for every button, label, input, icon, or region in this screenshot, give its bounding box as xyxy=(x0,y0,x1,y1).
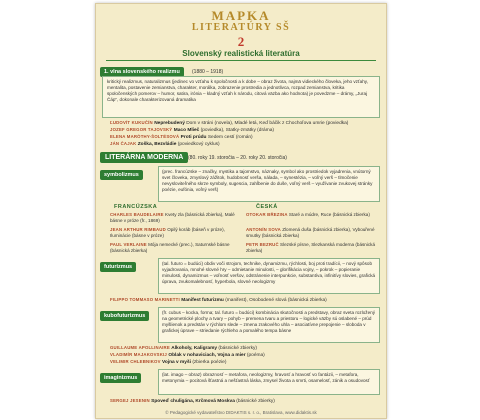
first-wave-label: 1. vlna slovenského realizmu xyxy=(100,67,184,77)
work-title: Oblak v nohaviciach, Vojna a mier xyxy=(168,353,246,358)
first-wave-box xyxy=(102,76,380,118)
map-number: 2 xyxy=(237,34,245,49)
first-wave-line-1 xyxy=(110,120,378,127)
work-title: Spoveď chuligána, Krčmová Moskva xyxy=(151,399,235,404)
work-detail: Mója nemecké (prec.), Saturnské básne (básnická zbierka) xyxy=(110,242,230,254)
work-title: Manifest futurizmu xyxy=(181,298,224,303)
work-title: Maco Mlieč xyxy=(173,128,200,133)
futurizmus-box xyxy=(158,258,380,294)
author-name: JÁN ČAJAK xyxy=(110,141,137,146)
first-wave-line-4 xyxy=(110,141,378,148)
french-entry-2 xyxy=(110,227,240,240)
work-detail: Sedem cestí (román) xyxy=(207,135,253,140)
czech-entry-3 xyxy=(246,242,378,255)
kubo-line-1 xyxy=(110,345,378,352)
work-detail: (poéma) xyxy=(246,353,265,358)
author-name: ANTONÍN SOVA xyxy=(246,227,281,232)
kubofuturizmus-body: (fr. cubus – kocka, forma; tal. futuro = budúci) kombinácia skutočnosti a predstavy, obraz sveta rozložený na geometrické plochy a tvary – pohyb – premena tvaru a priestoru – logické väzby sú oslabené – prúd myšlienok a predstáv v rýchlom slede – zmena zrakového uhla – asociatívne prepojenie – sloboda v grafickej úprave – striedanie rýchleho a pomalého tempa básne xyxy=(162,310,375,334)
first-wave-period: (1880 – 1918) xyxy=(192,69,224,75)
esenin-line xyxy=(110,398,378,405)
moderna-period: (80. roky 19. storočia – 20. roky 20. storočia) xyxy=(188,155,287,161)
work-detail: Opilý koráb (báseň v próze), Iluminácie (básne v próze) xyxy=(110,227,225,239)
work-title: Vojna v myši xyxy=(161,360,191,365)
french-column-header: FRANCÚZSKA xyxy=(114,204,158,210)
author-name: VELIMIR CHLEBNIKOV xyxy=(110,359,161,364)
first-wave-line-3 xyxy=(110,134,378,141)
author-name: OTOKAR BŘEZINA xyxy=(246,212,288,217)
symbolizmus-box xyxy=(158,166,380,202)
work-title: Zoška, Bezvládie xyxy=(137,142,177,147)
kubo-line-2 xyxy=(110,352,378,359)
footer-copyright: © Pedagogické vydavateľstvo DIDAKTIS s. r. o., Bratislava, www.didaktis.sk xyxy=(165,410,317,415)
author-name: ĽUDOVÍT KUKUČÍN xyxy=(110,120,153,125)
author-name: GUILLAUME APOLLINAIRE xyxy=(110,345,170,350)
author-name: PAUL VERLAINE xyxy=(110,242,147,247)
imaginizmus-box xyxy=(158,369,380,395)
section-title: Slovenský realistická literatúra xyxy=(106,49,376,61)
work-title: Proti prúdu xyxy=(180,135,207,140)
author-name: CHARLES BAUDELAIRE xyxy=(110,212,164,217)
map-subtitle: LITERATÚRY SŠ xyxy=(191,22,291,33)
czech-entry-2 xyxy=(246,227,378,240)
work-detail: (poviedkový cyklus) xyxy=(177,142,220,147)
work-detail: (básnické zbierky) xyxy=(236,399,275,404)
kubo-line-3 xyxy=(110,359,378,366)
work-detail: (poviedka), Statky-zmätky (dráma) xyxy=(200,128,274,133)
futurizmus-body: (tal. futuro = budúci) obdiv voči strojom, technike, dynamizmu, rýchlosti, boj proti tradícii, – nový spôsob vyjadrovania, mnohé slovné hry – odmietanie minulosti, – glorifikácia vojny, – pokrok – popieranie minulosti, dynamizmus – voľnosť veršov, odstránenie interpunkcie, substantíva, infinitívy slovies, grafická úprava, zvukomalebnosť, hyperbola, slovné neologizmy xyxy=(162,261,376,285)
work-detail: Dom v stráni (novela), Mladé letá, Keď báčik z Chochoľova umrie (poviedka) xyxy=(186,121,349,126)
czech-entry-1 xyxy=(246,212,378,225)
kubofuturizmus-label: kubofuturizmus xyxy=(100,311,149,321)
futurizmus-label: futurizmus xyxy=(100,262,136,272)
work-detail: (básnické zbierky) xyxy=(218,346,258,351)
author-name: PETR BEZRUČ xyxy=(246,242,279,247)
work-title: Neprebudený xyxy=(154,121,185,126)
author-name: SERGEJ JESENIN xyxy=(110,398,150,403)
first-wave-body: kritický realizmus, naturalizmus (jedinec vo vzťahu k spoločnosti a k dobe – obraz života, najmä vidieckého človeka, jeho vzťahy, mentalita, postavenie zemianstva, charakter, morálka, zobrazenie prostredia a jednotlivca, rozpad zemianstva, kritika spoločenských pomerov – humor, satira, irónia – kladný vzťah k národu, citová väzba ako hodnota) je povedzme – drámy, „Juraj Čáp“, dokonale charakterizovaná dramatika xyxy=(107,79,368,103)
work-detail: Slezské písne, Slezkanská moderna (básnická zbierka) xyxy=(246,242,376,254)
french-entry-3 xyxy=(110,242,240,255)
work-detail: (manifest), Osobodené slová (básnická zbierka) xyxy=(225,298,327,303)
french-entry-1 xyxy=(110,212,240,225)
kubofuturizmus-box xyxy=(158,307,380,343)
author-name: ELENA MARÓTHY-ŠOLTÉSOVÁ xyxy=(110,134,180,139)
author-name: JOZEF GREGOR TAJOVSKÝ xyxy=(110,127,173,132)
symbolizmus-label: symbolizmus xyxy=(100,170,143,180)
work-detail: Kvety zla (básnická zbierka), Malé básne v próze (fr., 1869) xyxy=(110,212,235,224)
author-name: FILIPPO TOMMASO MARINETTI xyxy=(110,297,180,302)
symbolizmus-body: (prec. francúzske – značky, mystika a tajomstvo, náznaky, symbol ako prostriedok vyjadrenia, vnútorný svet človeka, zmyslový zážitok, hudobnosť verša, nálada, – synestézia, – voľný verš – tlmočenie nevysloviteľného skrze symboly, sugescia, zahĺbenie do duše, voľný verš – využívanie zvukovej stránky poézie, eufónia, voľný verš) xyxy=(162,169,373,193)
author-name: VLADIMÍR MAJAKOVSKIJ xyxy=(110,352,167,357)
work-title: Alkoholy, Kaligramy xyxy=(171,346,218,351)
moderna-label: LITERÁRNA MODERNA xyxy=(100,152,188,163)
work-detail: Zlomená duša (básnická zbierka), Vybouřené smutky (básnická zbierka) xyxy=(246,227,375,239)
author-name: JEAN ARTHUR RIMBAUD xyxy=(110,227,166,232)
first-wave-line-2 xyxy=(110,127,378,134)
work-detail: (zbierka poézie) xyxy=(192,360,227,365)
map-title: MAPKA xyxy=(211,8,271,23)
literature-map-card xyxy=(95,3,387,419)
marinetti-line xyxy=(110,297,378,304)
imaginizmus-label: imaginizmus xyxy=(100,373,141,383)
imaginizmus-body: (lat. imago – obraz) obraznosť – metafora, neologizmy, hravosť a hravosť vo fantázii, – metafora, metonymia – pocitová šťastná a nešťastná láska, zmysel života a smrti, osamelosť, zánik a osudovosť xyxy=(162,372,370,384)
czech-column-header: ČESKÁ xyxy=(256,204,278,210)
work-detail: Staré a múdre, Ruce (básnická zbierka) xyxy=(288,212,370,217)
